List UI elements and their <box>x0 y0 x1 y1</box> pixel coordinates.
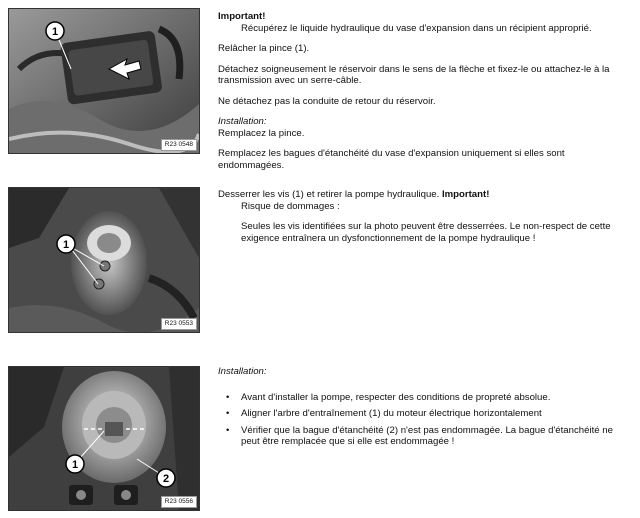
pump-screws-illustration <box>9 188 199 332</box>
callout-1-label: 1 <box>62 239 70 251</box>
installation-steps <box>218 392 626 448</box>
section1-text <box>218 11 626 171</box>
image-caption: R23 0556 <box>161 496 197 508</box>
callout-1-label: 1 <box>71 459 79 471</box>
photo-pump-installation <box>8 366 200 511</box>
reservoir-illustration <box>9 9 199 153</box>
list-item: • Avant d'installer la pompe, respecter des conditions de propreté absolue. <box>218 392 626 404</box>
section2-text <box>218 189 626 244</box>
image-caption: R23 0548 <box>161 139 197 151</box>
installation-label: Installation: <box>218 116 267 127</box>
important-label: Important! <box>218 11 266 22</box>
install-replace-clamp: Remplacez la pince. <box>218 127 305 139</box>
step-return-line: Ne détachez pas la conduite de retour du réservoir. <box>218 95 436 107</box>
pump-installation-illustration <box>9 367 199 510</box>
step-release-clamp: Relâcher la pince (1). <box>218 43 310 54</box>
warning-text: Seules les vis identifiées sur la photo peuvent être desserrées. Le non-respect de cette exigence entraînera un dysfonctionnement de la pompe hydraulique ! <box>241 221 611 244</box>
important-label: Important! <box>441 189 490 200</box>
list-item: • Vérifier que la bague d'étanchéité (2) n'est pas endommagée. La bague d'étanchéité ne peut être remplacée que si elle est endommagée ! <box>218 425 626 448</box>
risk-label: Risque de dommages : <box>241 200 340 212</box>
section3-text <box>218 366 626 453</box>
install-replace-seals: Remplacez les bagues d'étanchéité du vase d'expansion uniquement si elles sont endommagées. <box>218 148 565 171</box>
installation-label: Installation: <box>218 366 267 377</box>
photo-pump-screws <box>8 187 200 333</box>
callout-1-label: 1 <box>51 26 59 38</box>
step-detach-reservoir: Détachez soigneusement le réservoir dans le sens de la flèche et fixez-le ou attachez-le à la transmission avec un serre-câble. <box>218 63 610 86</box>
callout-2-label: 2 <box>162 473 170 485</box>
important-text: Récupérez le liquide hydraulique du vase d'expansion dans un récipient approprié. <box>241 22 592 34</box>
photo-reservoir <box>8 8 200 154</box>
image-caption: R23 0553 <box>161 318 197 330</box>
intro-line <box>218 189 626 201</box>
intro-text: Desserrer les vis (1) et retirer la pompe hydraulique. <box>218 189 440 200</box>
list-item: • Aligner l'arbre d'entraînement (1) du moteur électrique horizontalement <box>218 408 626 420</box>
